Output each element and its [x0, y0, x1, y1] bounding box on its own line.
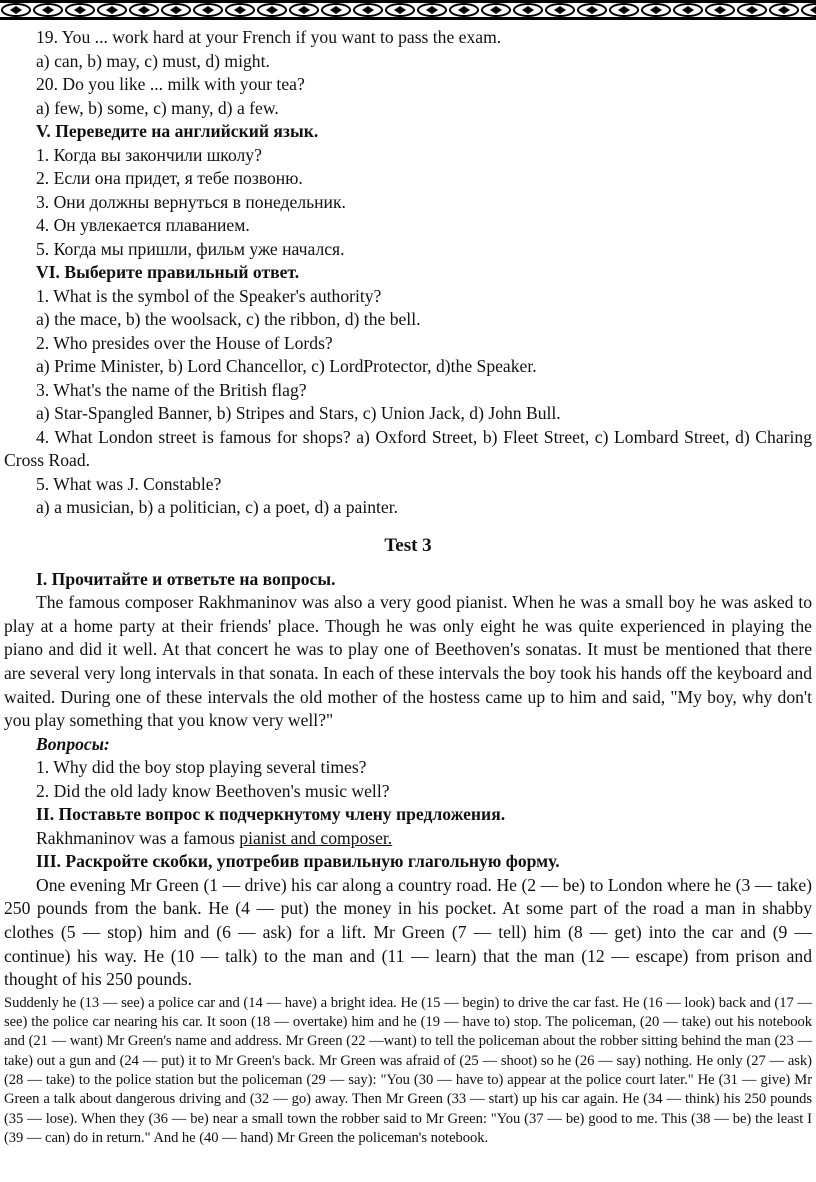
question-19: 19. You ... work hard at your French if you want to pass the exam. [36, 27, 502, 47]
ornament-diamond [74, 6, 86, 14]
ornament-diamond [458, 6, 470, 14]
section-5-item: 1. Когда вы закончили школу? [36, 144, 262, 165]
ornament-diamond [394, 6, 406, 14]
ornament-diamond [682, 6, 694, 14]
ornament-diamond [138, 6, 150, 14]
section-6-heading: VI. Выберите правильный ответ. [36, 262, 300, 282]
ornament-diamond [490, 6, 502, 14]
section-6-question-4: 4. What London street is famous for shops? a) Oxford Street, b) Fleet Street, c) Lombard Street, d) Charing Cross Road. [4, 426, 812, 471]
document-page [0, 22, 816, 1148]
question-19-options: a) can, b) may, c) must, d) might. [36, 50, 270, 71]
test-3-title: Test 3 [384, 534, 432, 556]
test3-section-1-heading: I. Прочитайте и ответьте на вопросы. [36, 568, 336, 589]
exercise-paragraph-1: One evening Mr Green (1 — drive) his car along a country road. He (2 — be) to London where he (3 — take) 250 pounds from the bank. He (4 — put) the money in his pocket. At some part of the road a man in shabby clothes (5 — stop) him and (6 — ask) for a lift. Mr Green (7 — tell) him (8 — get) into the car and (9 — continue) his way. He (10 — talk) to the man and (11 — learn) that the man (12 — escape) from prison and thought of his 250 pounds. [4, 874, 812, 990]
section-6-question-2: 2. Who presides over the House of Lords? [36, 332, 333, 353]
ornament-diamond [234, 6, 246, 14]
section-5-heading: V. Переведите на английский язык. [36, 121, 319, 141]
section-6-question-1-options: a) the mace, b) the woolsack, c) the ribbon, d) the bell. [36, 309, 421, 329]
ornament-diamond [10, 6, 22, 14]
section-6-question-3: 3. What's the name of the British flag? [36, 379, 307, 400]
ornament-diamond [650, 6, 662, 14]
section-5-item: 4. Он увлекается плаванием. [36, 215, 250, 235]
ornament-diamond [810, 6, 816, 14]
ornament-diamond [618, 6, 630, 14]
ornament-diamond [202, 6, 214, 14]
section-6-question-5: 5. What was J. Constable? [36, 473, 222, 494]
exercise-paragraph-2: Suddenly he (13 — see) a police car and (14 — have) a bright idea. He (15 — begin) to drive the car fast. He (16 — look) back and (17 — see) the police car nearing his car. It soon (18 — overtake) him and he (19 — have to) stop. The policeman, (20 — take) out his notebook and (21 — want) Mr Green's name and address. Mr Green (22 —want) to tell the policeman about the robber sitting behind the man (23 — take) out a gun and (24 — put) it to Mr Green's back. Mr Green was afraid of (25 — shoot) so he (26 — say) nothing. He only (27 — ask) (28 — take) to the police station but the policeman (29 — say): "You (30 — have to) appear at the police court later." He (31 — give) Mr Green a talk about dangerous driving and (32 — go) away. Then Mr Green (33 — start) up his car again. He (34 — think) his 250 pounds (35 — lose). When they (36 — be) near a small town the robber said to Mr Green: "You (37 — be) good to me. This (38 — be) the least I (39 — can) do in return." And he (40 — hand) Mr Green the policeman's notebook. [4, 994, 812, 1146]
ornament-diamond [554, 6, 566, 14]
section-5-item: 3. Они должны вернуться в понедельник. [36, 191, 346, 212]
section-2-sentence [4, 827, 812, 851]
story-paragraph: The famous composer Rakhmaninov was also a very good pianist. When he was a small boy he was asked to play at a home party at their friends' place. Though he was only eight he was quite experienced in playing the piano and did it well. At that concert he was to play one of Beethoven's sonatas. It must be mentioned that there are several very long intervals in that sonata. In each of these intervals the boy took his hands off the keyboard and waited. During one of these intervals the old mother of the hostess came up to him and said, "My boy, why don't you play something that you know very well?" [4, 592, 812, 731]
section-5-item: 2. Если она придет, я тебе позвоню. [36, 168, 303, 188]
underlined-member: pianist and composer. [239, 827, 393, 848]
ornament-diamond [746, 6, 758, 14]
questions-label: Вопросы: [36, 733, 110, 754]
test3-section-3-heading: III. Раскройте скобки, употребив правильную глагольную форму. [36, 851, 560, 872]
ornament-diamond [362, 6, 374, 14]
ornament-diamond [330, 6, 342, 14]
ornament-diamond [426, 6, 438, 14]
question-20-options: a) few, b) some, c) many, d) a few. [36, 97, 279, 118]
section-6-question-1: 1. What is the symbol of the Speaker's authority? [36, 285, 382, 306]
section-6-question-3-options: a) Star-Spangled Banner, b) Stripes and Stars, c) Union Jack, d) John Bull. [36, 403, 561, 423]
decorative-top-border [0, 0, 816, 22]
question-20: 20. Do you like ... milk with your tea? [36, 74, 305, 94]
ornament-diamond [586, 6, 598, 14]
ornament-diamond [42, 6, 54, 14]
ornament-diamond [170, 6, 182, 14]
section-6-question-5-options: a) a musician, b) a politician, c) a poet, d) a painter. [36, 497, 398, 518]
ornament-border-icon [0, 0, 816, 22]
ornament-diamond [266, 6, 278, 14]
story-question: 2. Did the old lady know Beethoven's music well? [36, 780, 390, 801]
ornament-diamond [522, 6, 534, 14]
ornament-diamond [298, 6, 310, 14]
test3-section-2-heading: II. Поставьте вопрос к подчеркнутому члену предложения. [36, 804, 506, 825]
ornament-diamond [106, 6, 118, 14]
sentence-start: Rakhmaninov was a famous [36, 827, 240, 848]
ornament-diamond [714, 6, 726, 14]
section-6-question-2-options: a) Prime Minister, b) Lord Chancellor, c) LordProtector, d)the Speaker. [36, 356, 537, 376]
section-5-item: 5. Когда мы пришли, фильм уже начался. [36, 238, 345, 259]
ornament-diamond [778, 6, 790, 14]
story-question: 1. Why did the boy stop playing several times? [36, 757, 367, 778]
